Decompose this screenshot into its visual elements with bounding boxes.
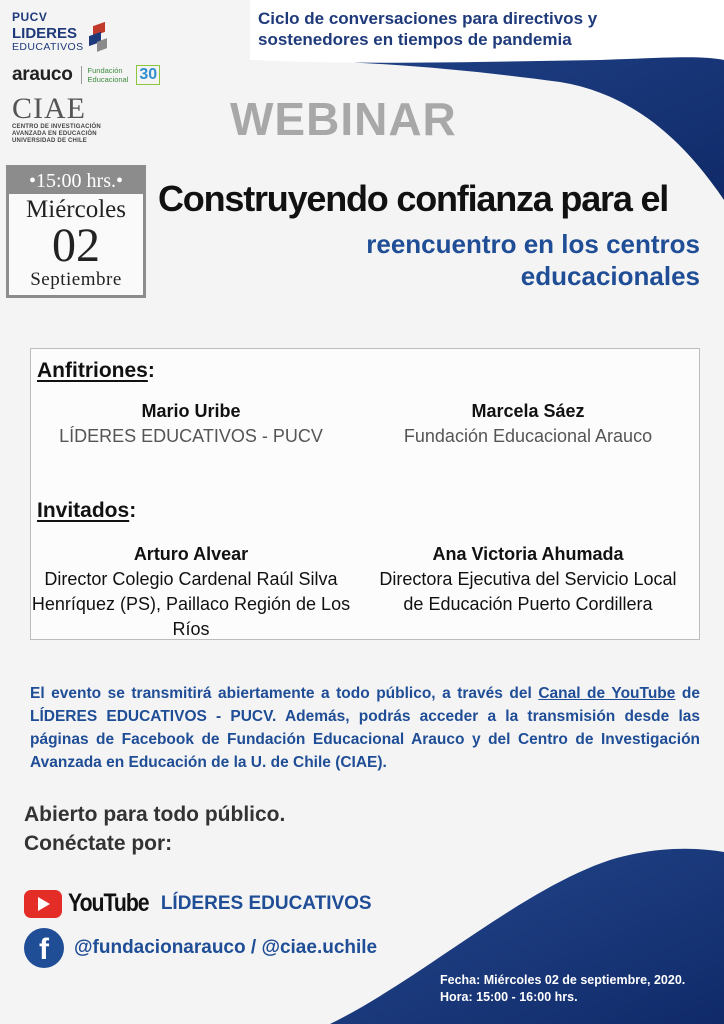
ciae-sub-line2: AVANZADA EN EDUCACIÓN (12, 131, 97, 137)
guest-card (31, 542, 351, 642)
guest-name: Arturo Alvear (133, 544, 249, 564)
hosts-heading-text: Anfitriones (37, 359, 148, 382)
facebook-handles: @fundacionarauco / @ciae.uchile (74, 937, 378, 958)
guest-card (368, 542, 688, 617)
info-text-part2: de LÍDERES EDUCATIVOS - PUCV. Además, podrás acceder a la transmisión desde las páginas de Facebook de Fundación Educacional Arauco y del Centro de Investigación Avanzada en Educación de la U. de Chile (CIAE). (30, 685, 700, 771)
ciae-sub-line3: UNIVERSIDAD DE CHILE (12, 138, 88, 144)
lideres-educativos-logo (12, 24, 212, 54)
guests-heading-text: Invitados (37, 499, 130, 522)
youtube-channel-link[interactable]: Canal de YouTube (538, 685, 676, 702)
host-card (368, 399, 688, 449)
broadcast-info (30, 682, 700, 774)
speakers-panel (30, 348, 700, 640)
arauco-logo-text: arauco (12, 64, 73, 85)
open-invitation (24, 800, 285, 858)
guest-name: Ana Victoria Ahumada (432, 544, 624, 564)
ciae-logo-text: CIAE (12, 92, 86, 125)
youtube-channel-name: LÍDERES EDUCATIVOS (160, 892, 372, 914)
lideres-mark-icon (87, 24, 109, 54)
event-time: •15:00 hrs.• (9, 168, 143, 194)
date-box (6, 165, 146, 298)
arauco-logo (12, 64, 212, 86)
fundacion-line2: Educacional (87, 75, 129, 84)
event-title-line1: Construyendo confianza para el (158, 178, 669, 219)
event-weekday: Miércoles (26, 196, 126, 223)
footer-date: Fecha: Miércoles 02 de septiembre, 2020. (440, 973, 686, 987)
open-line1: Abierto para todo público. (24, 803, 286, 826)
open-line2: Conéctate por: (24, 832, 173, 855)
ciae-logo (12, 94, 212, 145)
host-org: Fundación Educacional Arauco (403, 426, 653, 446)
host-org: LÍDERES EDUCATIVOS - PUCV (59, 426, 323, 446)
facebook-link[interactable] (24, 928, 377, 968)
host-card (31, 399, 351, 449)
webinar-heading: WEBINAR (230, 93, 457, 145)
youtube-link[interactable] (24, 889, 372, 918)
youtube-logo-text: YouTube (68, 889, 149, 917)
guest-description: Directora Ejecutiva del Servicio Local de Educación Puerto Cordillera (379, 569, 677, 614)
pucv-logo-text: PUCV (12, 10, 48, 24)
hosts-heading: Anfitriones: (37, 359, 155, 382)
footer-time: Hora: 15:00 - 16:00 hrs. (440, 990, 578, 1004)
youtube-play-icon (24, 890, 62, 918)
ciae-sub-line1: CENTRO DE INVESTIGACIÓN (12, 124, 101, 130)
host-name: Marcela Sáez (471, 401, 585, 421)
event-day-number: 02 (52, 219, 100, 272)
guests-heading: Invitados: (37, 499, 137, 522)
educativos-logo-text: EDUCATIVOS (12, 40, 84, 53)
host-name: Mario Uribe (141, 401, 241, 421)
event-title-line2: reencuentro en los centros educacionales (366, 229, 700, 291)
info-text-part1: El evento se transmitirá abiertamente a todo público, a través del (30, 685, 539, 702)
fundacion-logo-text (81, 66, 129, 84)
series-title: Ciclo de conversaciones para directivos y sostenedores en tiempos de pandemia (258, 9, 598, 49)
event-month: Septiembre (30, 269, 122, 290)
fundacion-line1: Fundación (87, 66, 123, 75)
partner-logos (12, 10, 212, 145)
lideres-logo-text: LIDERES (12, 24, 78, 42)
anniversary-30-badge: 30 (136, 65, 160, 85)
facebook-icon: f (24, 928, 64, 968)
event-footer-info (440, 972, 685, 1006)
guest-description: Director Colegio Cardenal Raúl Silva Henríquez (PS), Paillaco Región de Los Ríos (31, 569, 351, 639)
